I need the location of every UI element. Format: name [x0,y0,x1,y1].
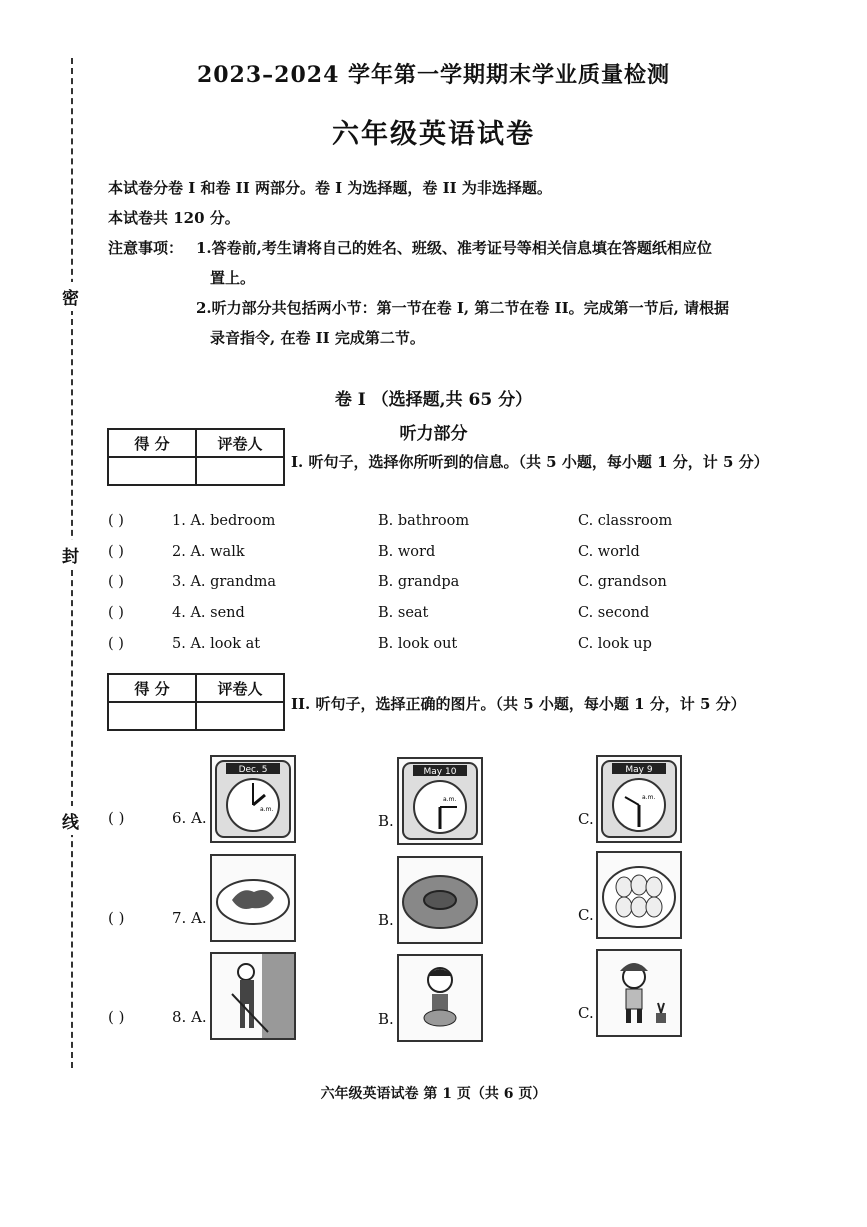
section-heading: 卷 I （选择题,共 65 分） [334,390,533,410]
exam-title: 2023–2024 学年第一学期期末学业质量检测 [196,62,671,88]
q7-b-label: B. [378,911,394,929]
q4-option-b: B. seat [378,605,429,621]
page-footer: 六年级英语试卷 第 1 页（共 6 页） [320,1086,547,1102]
score-label: 得 分 [108,674,196,702]
q8-c-label: C. [578,1004,594,1022]
q8-bracket[interactable]: ( ) [108,1008,125,1026]
q1-option-b: B. bathroom [378,513,470,529]
q6-b-label: B. [378,812,394,830]
q7-option-a-cake[interactable] [210,854,296,942]
score-box-1 [107,428,285,486]
q8-option-a-girl-sweeping[interactable] [210,952,296,1040]
q7-c-label: C. [578,906,594,924]
q5-option-b: B. look out [378,636,458,652]
q1-option-c: C. classroom [578,513,673,529]
q3-option-b: B. grandpa [378,574,460,590]
q8-option-b-girl-cooking[interactable] [397,954,483,1042]
score-cell[interactable] [108,457,196,485]
q7-bracket[interactable]: ( ) [108,909,125,927]
q6-c-am: a.m. [642,794,656,801]
q3-bracket[interactable]: ( ) [108,574,124,590]
q5-option-c: C. look up [578,636,652,652]
q6-a-am: a.m. [260,806,274,813]
q6-c-label: C. [578,810,594,828]
q3-option-a: 3. A. grandma [172,574,277,590]
exam-subtitle: 六年级英语试卷 [332,119,535,150]
note-2a: 2.听力部分共包括两小节：第一节在卷 I, 第二节在卷 II。完成第一节后, 请根据 [196,299,730,317]
q6-label: 6. A. [172,809,207,827]
q6-bracket[interactable]: ( ) [108,809,125,827]
q6-b-am: a.m. [443,796,457,803]
q2-option-c: C. world [578,544,640,560]
score-box-2 [107,673,285,731]
q2-bracket[interactable]: ( ) [108,544,124,560]
grader-cell[interactable] [196,457,284,485]
q8-label: 8. A. [172,1008,207,1026]
q6-option-a-clock[interactable] [210,755,296,843]
listening-heading: 听力部分 [399,424,468,444]
q6-option-c-clock[interactable] [596,755,682,843]
binding-xian: 线 [62,806,79,835]
binding-mi: 密 [62,282,79,311]
q4-bracket[interactable]: ( ) [108,605,124,621]
note-1a: 1.答卷前,考生请将自己的姓名、班级、准考证号等相关信息填在答题纸相应位 [196,239,712,257]
instruction-line-1: 本试卷分卷 I 和卷 II 两部分。卷 I 为选择题，卷 II 为非选择题。 [108,179,552,197]
instruction-line-2: 本试卷共 120 分。 [108,209,240,227]
note-1b: 置上。 [210,269,256,287]
score-label: 得 分 [108,429,196,457]
q6-option-b-clock[interactable] [397,757,483,845]
q8-option-c-girl-watering[interactable] [596,949,682,1037]
q7-option-c-dumplings[interactable] [596,851,682,939]
q4-option-a: 4. A. send [172,605,245,621]
notes-label: 注意事项： [108,239,184,257]
grader-label: 评卷人 [196,674,284,702]
q3-option-c: C. grandson [578,574,667,590]
q8-b-label: B. [378,1010,394,1028]
grader-label: 评卷人 [196,429,284,457]
part1-title: I. 听句子，选择你所听到的信息。（共 5 小题，每小题 1 分，计 5 分） [291,453,769,471]
q4-option-c: C. second [578,605,650,621]
grader-cell[interactable] [196,702,284,730]
q6-b-date: May 10 [423,767,457,777]
q1-option-a: 1. A. bedroom [172,513,276,529]
q6-c-date: May 9 [625,765,653,775]
q5-bracket[interactable]: ( ) [108,636,124,652]
q7-label: 7. A. [172,909,207,927]
part2-title: II. 听句子，选择正确的图片。（共 5 小题，每小题 1 分，计 5 分） [291,695,746,713]
q5-option-a: 5. A. look at [172,636,261,652]
q1-bracket[interactable]: ( ) [108,513,124,529]
note-2b: 录音指令, 在卷 II 完成第二节。 [210,329,425,347]
q6-a-date: Dec. 5 [238,765,268,775]
q7-option-b-plate[interactable] [397,856,483,944]
binding-feng: 封 [62,540,79,569]
q2-option-b: B. word [378,544,436,560]
q2-option-a: 2. A. walk [172,544,245,560]
score-cell[interactable] [108,702,196,730]
